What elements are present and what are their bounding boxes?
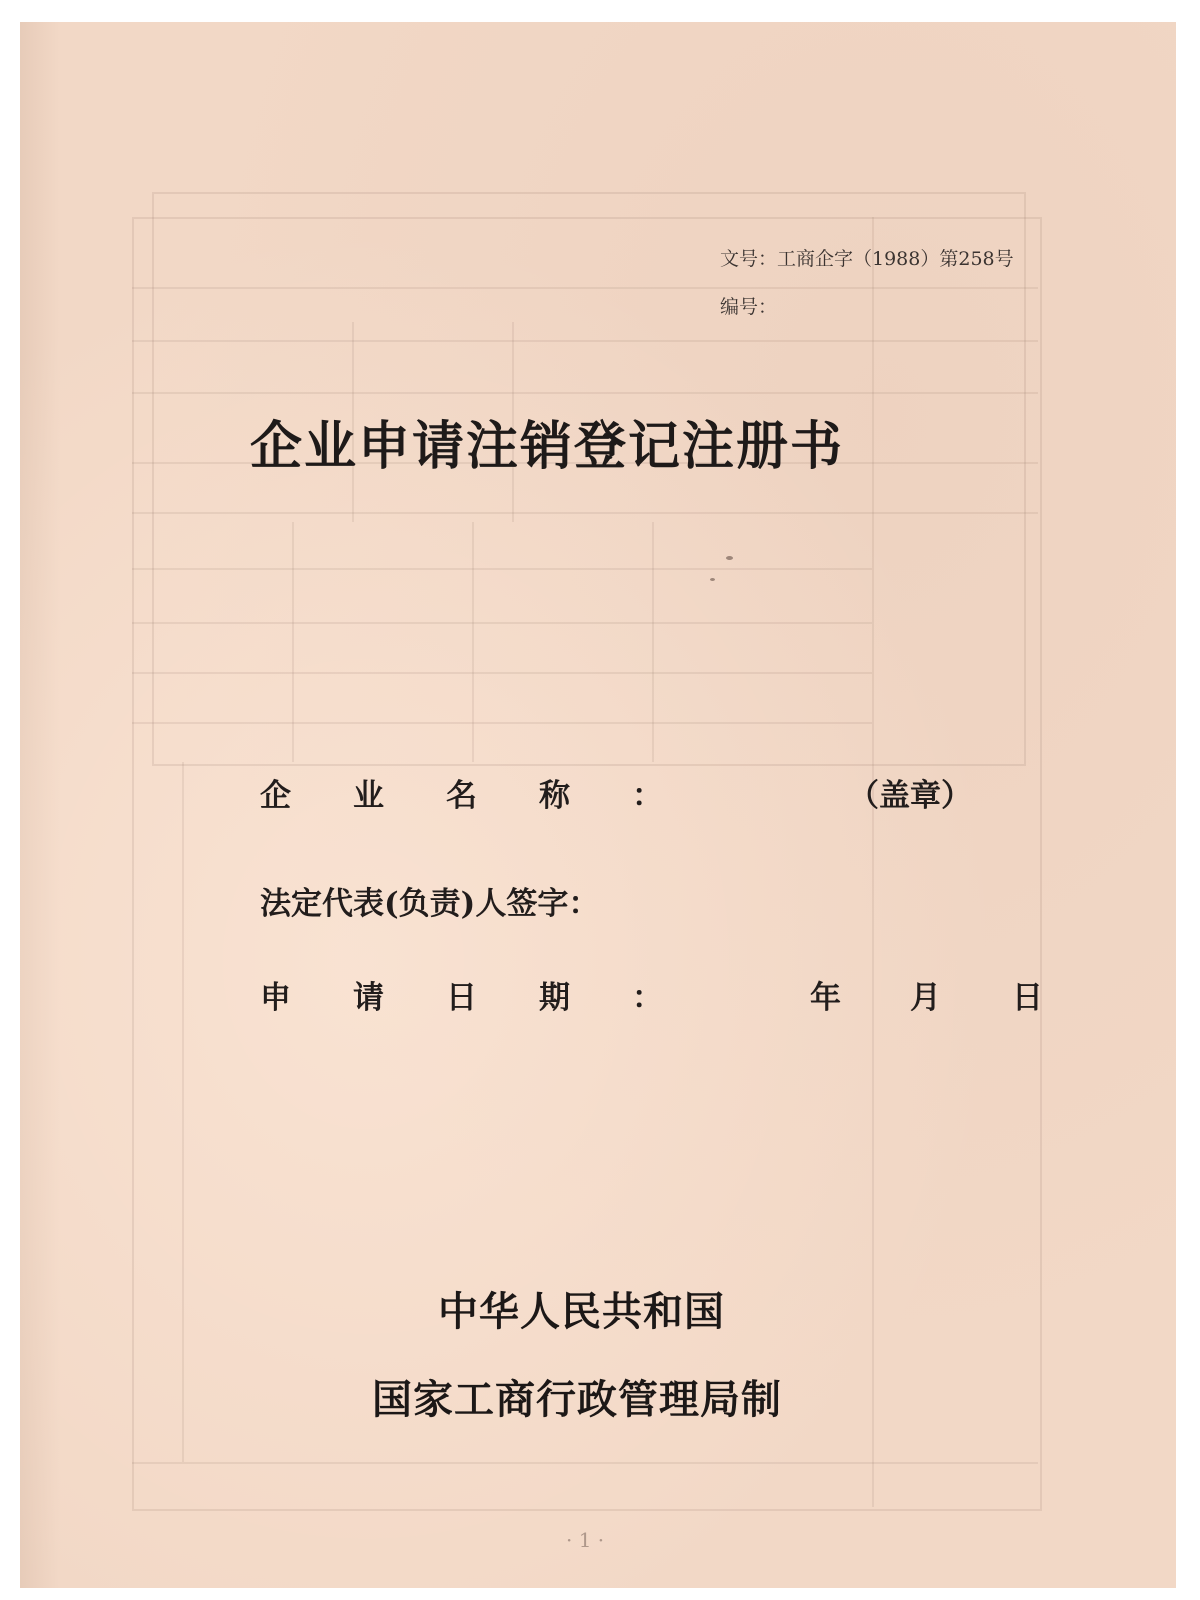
page-number: · 1 · [566,1528,605,1552]
document-number: 文号：工商企字（1988）第258号 [720,248,1014,270]
legal-representative-label: 法定代表(负责)人签字： [260,886,600,922]
date-day-label: 日 [1012,980,1043,1016]
company-name-label: 企业名称： [260,778,663,814]
application-date-field [260,972,1060,1020]
date-month-label: 月 [910,980,941,1016]
issuer-country: 中华人民共和国 [438,1288,725,1335]
seal-note: （盖章） [848,778,972,814]
application-date-label: 申请日期： [260,980,663,1016]
date-year-label: 年 [810,980,841,1016]
legal-representative-field [260,878,1060,926]
issuer-agency: 国家工商行政管理局制 [372,1376,782,1423]
paper-sheet [20,22,1176,1588]
serial-number-label: 编号： [720,296,778,318]
company-name-field [260,770,1060,818]
page-title: 企业申请注销登记注册书 [250,416,845,477]
